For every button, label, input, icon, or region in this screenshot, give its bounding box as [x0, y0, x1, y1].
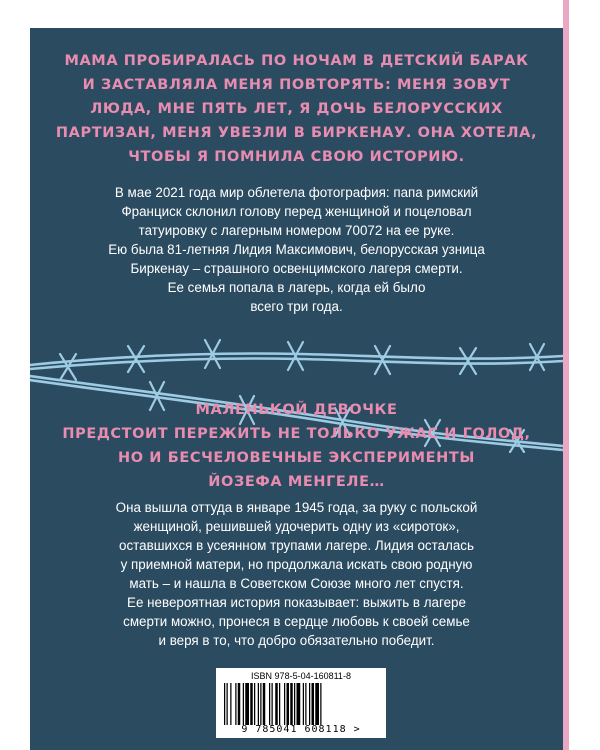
teaser-line: ПРЕДСТОИТ ПЕРЕЖИТЬ НЕ ТОЛЬКО УЖАС И ГОЛОД, — [62, 426, 531, 442]
paragraph-line: смерти можно, пронеся в сердце любовь к своей семье — [123, 614, 470, 629]
paragraph-line: Франциск склонил голову перед женщиной и поцеловал — [121, 204, 472, 219]
paragraph-line: Ее невероятная история показывает: выжить в лагере — [127, 595, 466, 610]
paragraph-line: Ею была 81-летняя Лидия Максимович, белорусская узница — [108, 242, 485, 257]
paragraph-line: женщиной, решившей удочерить одну из «сироток», — [133, 519, 460, 534]
teaser-headline — [30, 398, 563, 494]
paragraph-line: В мае 2021 года мир облетела фотография: папа римский — [114, 185, 479, 200]
paragraph-line: татуировку с лагерным номером 70072 на ее руке. — [138, 223, 455, 238]
paragraph-line: Ее семья попала в лагерь, когда ей было — [167, 280, 426, 295]
quote-line: ЛЮДА, МНЕ ПЯТЬ ЛЕТ, Я ДОЧЬ БЕЛОРУССКИХ — [90, 101, 503, 117]
paragraph-line: Она вышла оттуда в январе 1945 года, за руку с польской — [115, 500, 478, 515]
teaser-line: МАЛЕНЬКОЙ ДЕВОЧКЕ — [195, 402, 398, 418]
paragraph-line: всего три года. — [250, 299, 343, 314]
paragraph-line: мать – и нашла в Советском Союзе много лет спустя. — [129, 576, 464, 591]
back-cover — [30, 28, 563, 750]
isbn-barcode — [216, 668, 386, 738]
paragraph-line: у приемной матери, но продолжала искать свою родную — [120, 557, 473, 572]
spine-edge — [563, 0, 569, 750]
barcode-bars — [224, 683, 378, 725]
quote-line: И ЗАСТАВЛЯЛА МЕНЯ ПОВТОРЯТЬ: МЕНЯ ЗОВУТ — [82, 77, 511, 93]
description-paragraph-1 — [30, 183, 563, 316]
paragraph-line: и веря в то, что добро обязательно победит. — [158, 633, 435, 648]
teaser-line: ЙОЗЕФА МЕНГЕЛЕ… — [208, 474, 385, 490]
quote-line: ЧТОБЫ Я ПОМНИЛА СВОЮ ИСТОРИЮ. — [128, 149, 465, 165]
quote-line: МАМА ПРОБИРАЛАСЬ ПО НОЧАМ В ДЕТСКИЙ БАРАК — [64, 53, 529, 69]
paragraph-line: оставшихся в усеянном трупами лагере. Лидия осталась — [119, 538, 474, 553]
pull-quote — [30, 49, 563, 169]
quote-line: ПАРТИЗАН, МЕНЯ УВЕЗЛИ В БИРКЕНАУ. ОНА ХОТЕЛА, — [55, 125, 538, 141]
teaser-line: НО И БЕСЧЕЛОВЕЧНЫЕ ЭКСПЕРИМЕНТЫ — [118, 450, 475, 466]
barcode-digits: 9 785041 608118 > — [241, 724, 361, 735]
isbn-label: ISBN 978-5-04-160811-8 — [251, 671, 351, 681]
description-paragraph-2 — [30, 498, 563, 650]
paragraph-line: Биркенау – страшного освенцимского лагеря смерти. — [130, 261, 463, 276]
